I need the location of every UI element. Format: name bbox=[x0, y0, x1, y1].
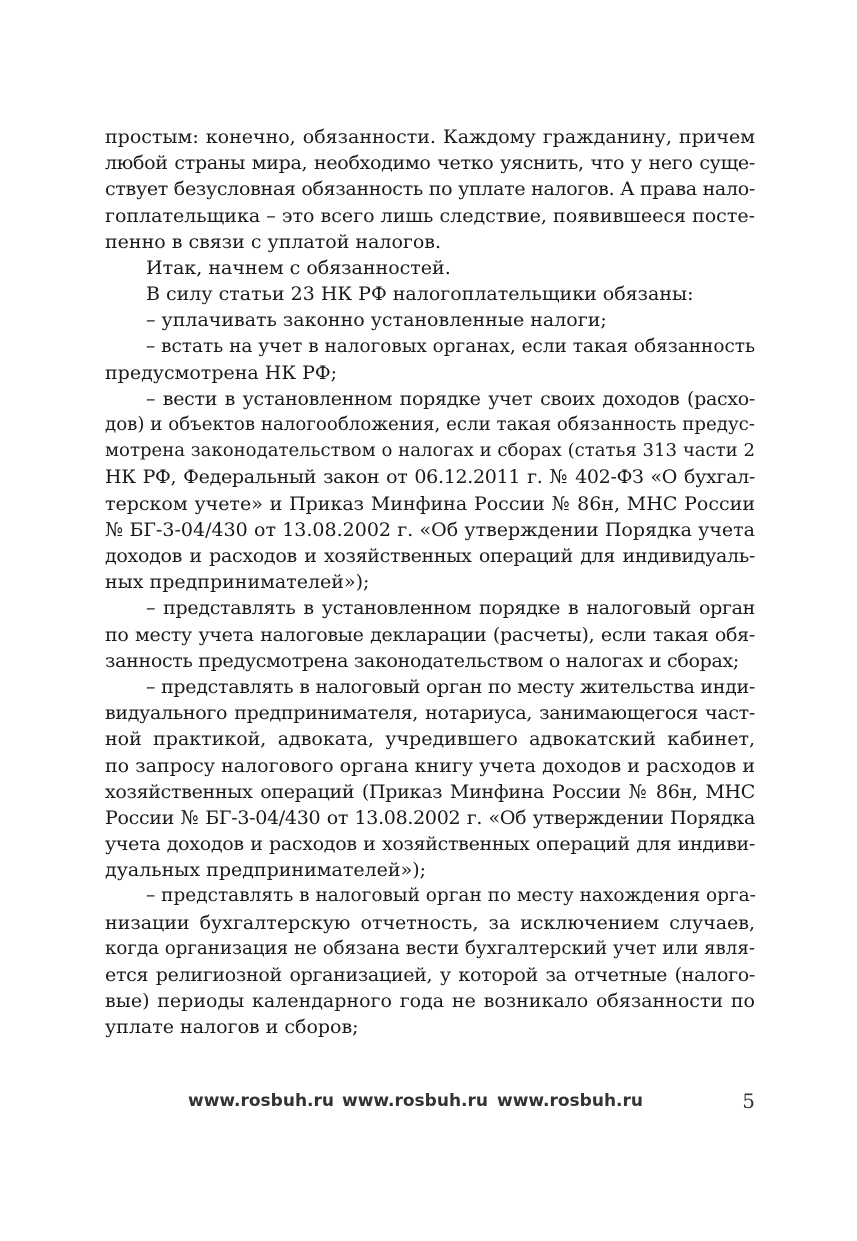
text-line: ных предпринимателей»); bbox=[105, 571, 370, 594]
text-line: вые) периоды календарного года не возникало обязанности по bbox=[105, 990, 755, 1013]
text-line: уплате налогов и сборов; bbox=[105, 1016, 359, 1039]
text-line: НК РФ, Федеральный закон от 06.12.2011 г. № 402-ФЗ «О бухгал- bbox=[105, 466, 755, 489]
text-line: – вести в установленном порядке учет своих доходов (расхо- bbox=[146, 387, 755, 410]
text-line: дов) и объектов налогообложения, если такая обязанность предус- bbox=[105, 414, 755, 436]
text-line: пенно в связи с уплатой налогов. bbox=[105, 230, 442, 253]
text-line: учета доходов и расходов и хозяйственных операций для индиви- bbox=[105, 833, 755, 856]
text-line: доходов и расходов и хозяйственных операций для индивидуаль- bbox=[105, 545, 755, 567]
text-line: – представлять в установленном порядке в налоговый орган bbox=[146, 597, 755, 620]
page-footer bbox=[0, 1086, 857, 1116]
text-line: ется религиозной организацией, у которой за отчетные (налого- bbox=[105, 964, 755, 986]
text-line: занность предусмотрена законодательством о налогах и сборах; bbox=[105, 649, 740, 672]
text-line: – представлять в налоговый орган по месту жительства инди- bbox=[146, 675, 755, 698]
text-line: – уплачивать законно установленные налоги; bbox=[146, 309, 607, 332]
text-line: гоплательщика – это всего лишь следствие, появившееся посте- bbox=[105, 204, 755, 227]
text-line: ной практикой, адвоката, учредившего адвокатский кабинет, bbox=[105, 728, 755, 751]
text-line: В силу статьи 23 НК РФ налогоплательщики обязаны: bbox=[146, 283, 694, 306]
text-line: – встать на учет в налоговых органах, если такая обязанность bbox=[146, 335, 756, 357]
body-text bbox=[105, 124, 755, 1041]
text-line: любой страны мира, необходимо четко уяснить, что у него суще- bbox=[105, 152, 755, 175]
footer-url: www.rosbuh.ru bbox=[188, 1091, 334, 1111]
text-line: когда организация не обязана вести бухгалтерский учет или явля- bbox=[105, 937, 755, 959]
text-line: – представлять в налоговый орган по месту нахождения орга- bbox=[146, 885, 756, 907]
text-line: России № БГ-3-04/430 от 13.08.2002 г. «Об утверждении Порядка bbox=[105, 806, 755, 829]
text-line: по месту учета налоговые декларации (расчеты), если такая обя- bbox=[105, 623, 755, 646]
text-line: № БГ-3-04/430 от 13.08.2002 г. «Об утверждении Порядка учета bbox=[105, 518, 755, 541]
text-line: видуального предпринимателя, нотариуса, занимающегося част- bbox=[105, 702, 755, 725]
text-line: ствует безусловная обязанность по уплате налогов. А права нало- bbox=[105, 178, 755, 201]
text-line: низации бухгалтерскую отчетность, за исключением случаев, bbox=[105, 911, 755, 934]
text-line: по запросу налогового органа книгу учета доходов и расходов и bbox=[105, 754, 755, 777]
footer-url: www.rosbuh.ru bbox=[342, 1091, 488, 1111]
text-line: терском учете» и Приказ Минфина России № 86н, МНС России bbox=[105, 492, 755, 515]
page-number: 5 bbox=[742, 1089, 755, 1113]
footer-url: www.rosbuh.ru bbox=[497, 1091, 643, 1111]
text-line: простым: конечно, обязанности. Каждому гражданину, причем bbox=[105, 126, 755, 148]
text-line: Итак, начнем с обязанностей. bbox=[146, 256, 451, 279]
text-line: хозяйственных операций (Приказ Минфина России № 86н, МНС bbox=[105, 780, 755, 803]
text-line: дуальных предпринимателей»); bbox=[105, 859, 427, 882]
text-line: предусмотрена НК РФ; bbox=[105, 361, 338, 384]
text-line: мотрена законодательством о налогах и сборах (статья 313 части 2 bbox=[105, 440, 755, 462]
